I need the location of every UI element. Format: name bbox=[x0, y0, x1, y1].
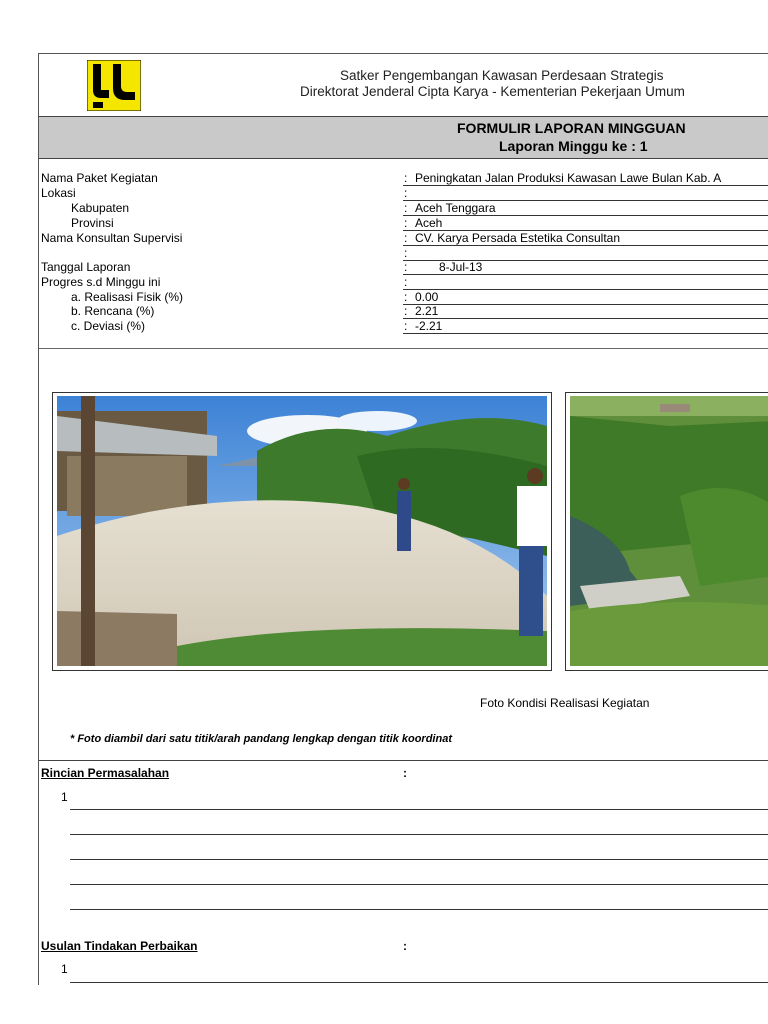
rincian-line bbox=[70, 809, 768, 810]
field-deviasi bbox=[0, 319, 768, 334]
rincian-line bbox=[70, 909, 768, 910]
site-photo-2 bbox=[565, 392, 768, 671]
field-label: b. Rencana (%) bbox=[71, 304, 155, 318]
field-value: Peningkatan Jalan Produksi Kawasan Lawe Bulan Kab. A bbox=[415, 171, 722, 185]
field-label: Progres s.d Minggu ini bbox=[41, 275, 161, 289]
form-title-banner bbox=[39, 116, 768, 159]
org-line-2: Direktorat Jenderal Cipta Karya - Kementerian Pekerjaan Umum bbox=[300, 84, 685, 99]
field-colon: : bbox=[404, 290, 408, 304]
field-label: Lokasi bbox=[41, 186, 76, 200]
photo-note: * Foto diambil dari satu titik/arah pandang lengkap dengan titik koordinat bbox=[70, 733, 452, 745]
field-blank bbox=[0, 246, 768, 261]
rincian-top-rule bbox=[39, 760, 768, 761]
usulan-line bbox=[70, 982, 768, 983]
field-colon: : bbox=[404, 171, 408, 185]
rincian-line bbox=[70, 884, 768, 885]
site-photo-2-image bbox=[570, 396, 768, 666]
field-value: Aceh Tenggara bbox=[415, 201, 496, 215]
field-lokasi bbox=[0, 186, 768, 201]
field-progres bbox=[0, 275, 768, 290]
field-label: Tanggal Laporan bbox=[41, 260, 131, 274]
field-colon: : bbox=[404, 319, 408, 333]
usulan-heading: Usulan Tindakan Perbaikan bbox=[41, 939, 198, 953]
rincian-line bbox=[70, 859, 768, 860]
field-label: Kabupaten bbox=[71, 201, 130, 215]
form-subtitle: Laporan Minggu ke : 1 bbox=[499, 138, 648, 154]
field-label: c. Deviasi (%) bbox=[71, 319, 146, 333]
rincian-colon: : bbox=[403, 766, 407, 780]
rincian-heading: Rincian Permasalahan bbox=[41, 766, 170, 780]
site-photo-1 bbox=[52, 392, 552, 671]
field-colon: : bbox=[404, 231, 408, 245]
field-value: -2.21 bbox=[415, 319, 443, 333]
field-kabupaten bbox=[0, 201, 768, 216]
field-label: Nama Paket Kegiatan bbox=[41, 171, 158, 185]
rincian-number: 1 bbox=[61, 790, 68, 804]
field-value: 2.21 bbox=[415, 304, 439, 318]
field-realisasi bbox=[0, 290, 768, 305]
field-rencana bbox=[0, 304, 768, 319]
field-label: Nama Konsultan Supervisi bbox=[41, 231, 183, 245]
field-label: Provinsi bbox=[71, 216, 114, 230]
field-underline bbox=[403, 333, 768, 334]
field-colon: : bbox=[404, 304, 408, 318]
form-title: FORMULIR LAPORAN MINGGUAN bbox=[457, 120, 686, 136]
field-colon: : bbox=[404, 260, 408, 274]
usulan-number: 1 bbox=[61, 962, 68, 976]
field-colon: : bbox=[404, 201, 408, 215]
field-value: Aceh bbox=[415, 216, 443, 230]
org-line-1: Satker Pengembangan Kawasan Perdesaan Strategis bbox=[340, 68, 664, 83]
pu-logo bbox=[87, 60, 141, 111]
field-value: CV. Karya Persada Estetika Consultan bbox=[415, 231, 621, 245]
site-photo-1-image bbox=[57, 396, 547, 666]
field-colon: : bbox=[404, 186, 408, 200]
usulan-colon: : bbox=[403, 939, 407, 953]
field-value: 8-Jul-13 bbox=[439, 260, 483, 274]
field-paket bbox=[0, 171, 768, 186]
section-divider bbox=[39, 348, 768, 349]
field-provinsi bbox=[0, 216, 768, 231]
field-label: a. Realisasi Fisik (%) bbox=[71, 290, 184, 304]
photo-caption: Foto Kondisi Realisasi Kegiatan bbox=[480, 696, 650, 710]
field-colon: : bbox=[404, 275, 408, 289]
field-konsultan bbox=[0, 231, 768, 246]
field-value: 0.00 bbox=[415, 290, 439, 304]
rincian-line bbox=[70, 834, 768, 835]
field-colon: : bbox=[404, 216, 408, 230]
field-colon: : bbox=[404, 246, 408, 260]
field-tanggal bbox=[0, 260, 768, 275]
